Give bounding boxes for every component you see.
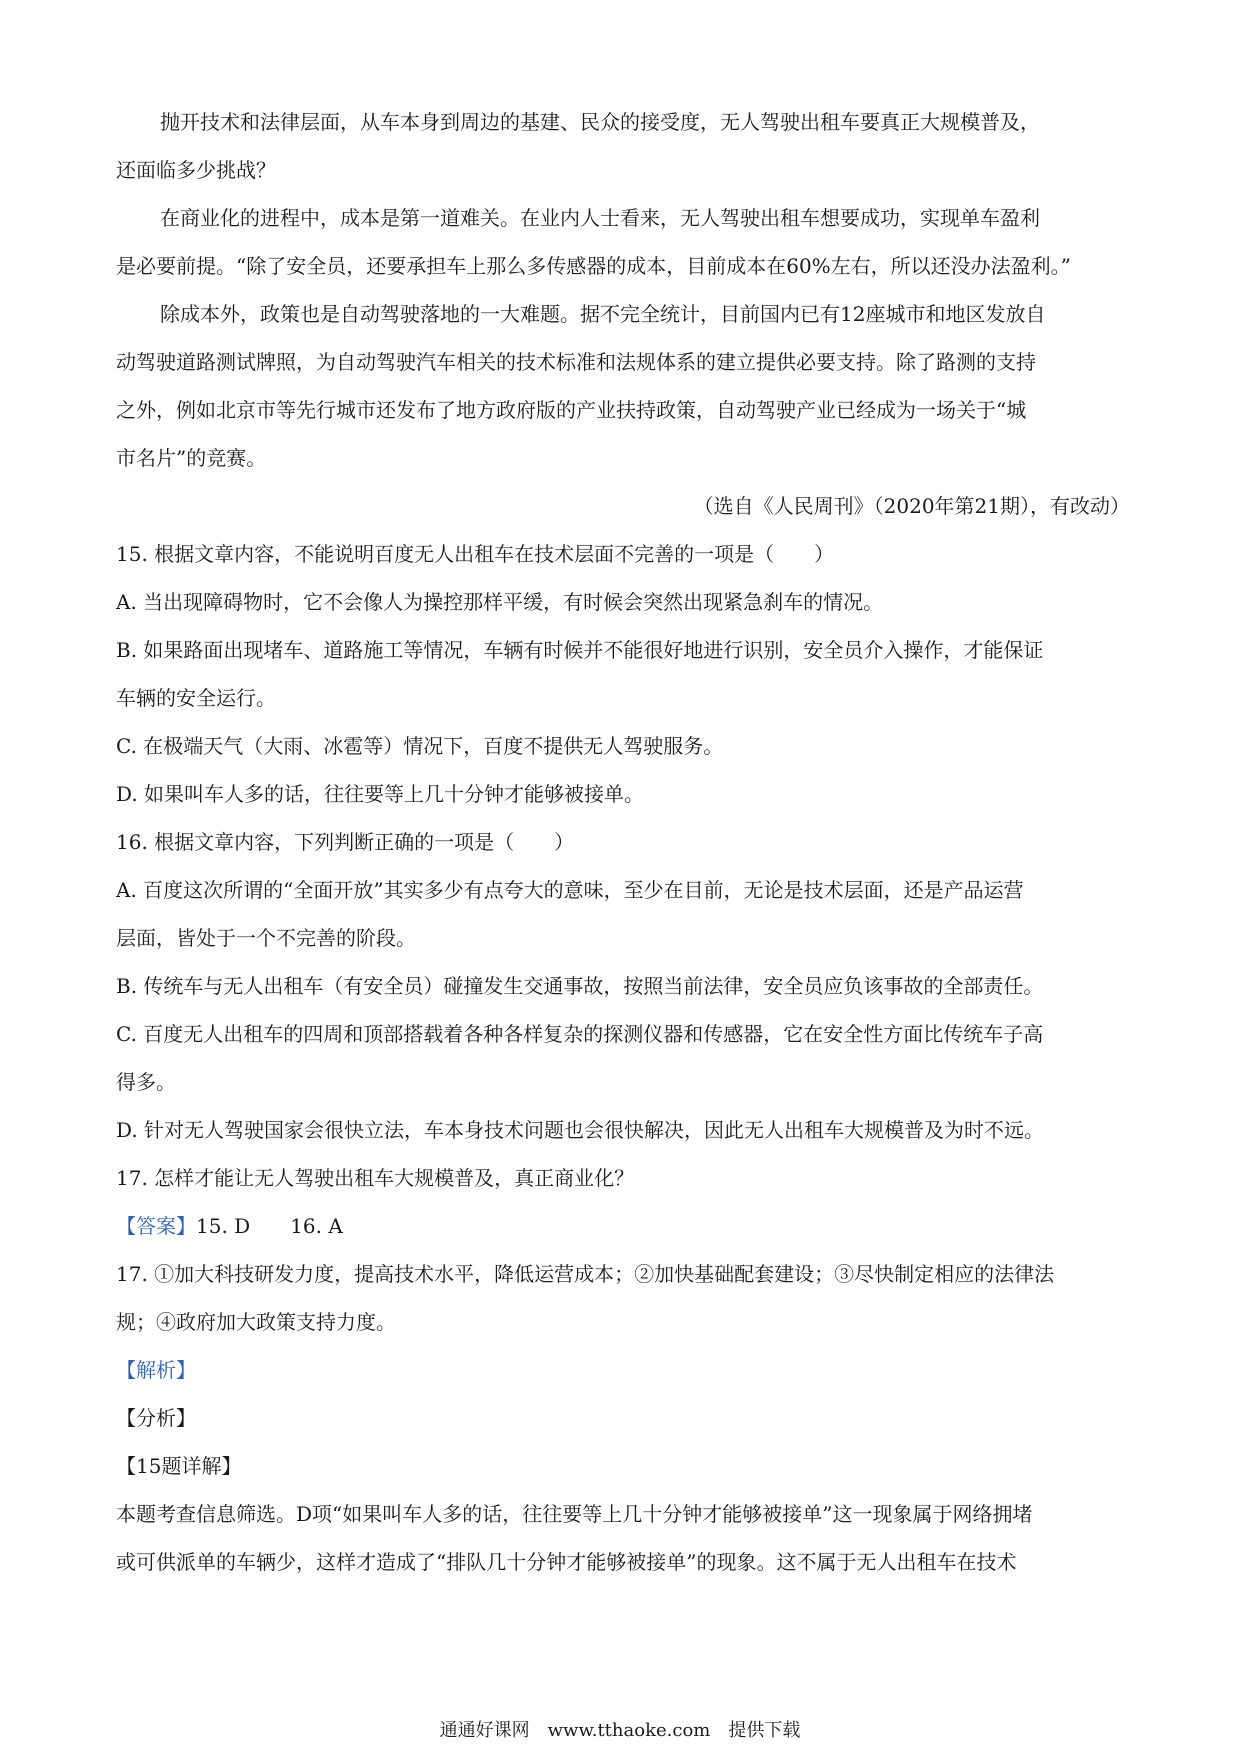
page-content <box>116 98 1130 1586</box>
answer-17-cont: 规；④政府加大政策支持力度。 <box>116 1310 396 1334</box>
question-16: 16. 根据文章内容，下列判断正确的一项是（ ） <box>116 830 575 854</box>
answer-values: 15. D 16. A <box>196 1214 343 1238</box>
detail-text: 或可供派单的车辆少，这样才造成了“排队几十分钟才能够被接单”的现象。这不属于无人出租车在技术 <box>116 1550 1017 1574</box>
answer-17: 17. ①加大科技研发力度，提高技术水平，降低运营成本；②加快基础配套建设；③尽快制定相应的法律法 <box>116 1262 1055 1286</box>
question-17: 17. 怎样才能让无人驾驶出租车大规模普及，真正商业化？ <box>116 1166 635 1190</box>
passage-line: 抛开技术和法律层面，从车本身到周边的基建、民众的接受度，无人驾驶出租车要真正大规模普及， <box>160 110 1040 134</box>
footer-watermark: 通通好课网 www.tthaoke.com 提供下载 <box>439 1720 801 1741</box>
option-15a: A. 当出现障碍物时，它不会像人为操控那样平缓，有时候会突然出现紧急刹车的情况。 <box>116 590 884 614</box>
option-15c: C. 在极端天气（大雨、冰雹等）情况下，百度不提供无人驾驶服务。 <box>116 734 724 758</box>
detail-text: 本题考查信息筛选。D项“如果叫车人多的话，往往要等上几十分钟才能够被接单”这一现象属于网络拥堵 <box>116 1502 1033 1526</box>
question-15: 15. 根据文章内容，不能说明百度无人出租车在技术层面不完善的一项是（ ） <box>116 542 835 566</box>
detail-label: 【15题详解】 <box>116 1454 242 1478</box>
source-citation: （选自《人民周刊》（2020年第21期），有改动） <box>693 494 1130 518</box>
option-16c: C. 百度无人出租车的四周和顶部搭载着各种各样复杂的探测仪器和传感器，它在安全性方面比传统车子高 <box>116 1022 1044 1046</box>
analysis-label: 【解析】 <box>116 1358 196 1382</box>
option-16b: B. 传统车与无人出租车（有安全员）碰撞发生交通事故，按照当前法律，安全员应负该事故的全部责任。 <box>116 974 1044 998</box>
option-16a-cont: 层面，皆处于一个不完善的阶段。 <box>116 926 416 950</box>
answer-line <box>116 1202 1130 1250</box>
passage-line: 之外，例如北京市等先行城市还发布了地方政府版的产业扶持政策，自动驾驶产业已经成为一场关于“城 <box>116 398 1027 422</box>
option-16c-cont: 得多。 <box>116 1070 176 1094</box>
passage-line: 除成本外，政策也是自动驾驶落地的一大难题。据不完全统计，目前国内已有12座城市和地区发放自 <box>160 302 1046 326</box>
passage-line: 市名片”的竞赛。 <box>116 446 267 470</box>
passage-line: 还面临多少挑战？ <box>116 158 276 182</box>
option-16d: D. 针对无人驾驶国家会很快立法，车本身技术问题也会很快解决，因此无人出租车大规模普及为时不远。 <box>116 1118 1045 1142</box>
passage-line: 是必要前提。“除了安全员，还要承担车上那么多传感器的成本，目前成本在60%左右，所以还没办法盈利。” <box>116 254 1071 278</box>
option-15b: B. 如果路面出现堵车、道路施工等情况，车辆有时候并不能很好地进行识别，安全员介入操作，才能保证 <box>116 638 1044 662</box>
fenxi-label: 【分析】 <box>116 1406 196 1430</box>
passage-line: 动驾驶道路测试牌照，为自动驾驶汽车相关的技术标准和法规体系的建立提供必要支持。除了路测的支持 <box>116 350 1036 374</box>
option-15d: D. 如果叫车人多的话，往往要等上几十分钟才能够被接单。 <box>116 782 645 806</box>
passage-line: 在商业化的进程中，成本是第一道难关。在业内人士看来，无人驾驶出租车想要成功，实现单车盈利 <box>160 206 1040 230</box>
option-16a: A. 百度这次所谓的“全面开放”其实多少有点夸大的意味，至少在目前，无论是技术层面，还是产品运营 <box>116 878 1024 902</box>
answer-label: 【答案】 <box>116 1214 196 1238</box>
option-15b-cont: 车辆的安全运行。 <box>116 686 276 710</box>
